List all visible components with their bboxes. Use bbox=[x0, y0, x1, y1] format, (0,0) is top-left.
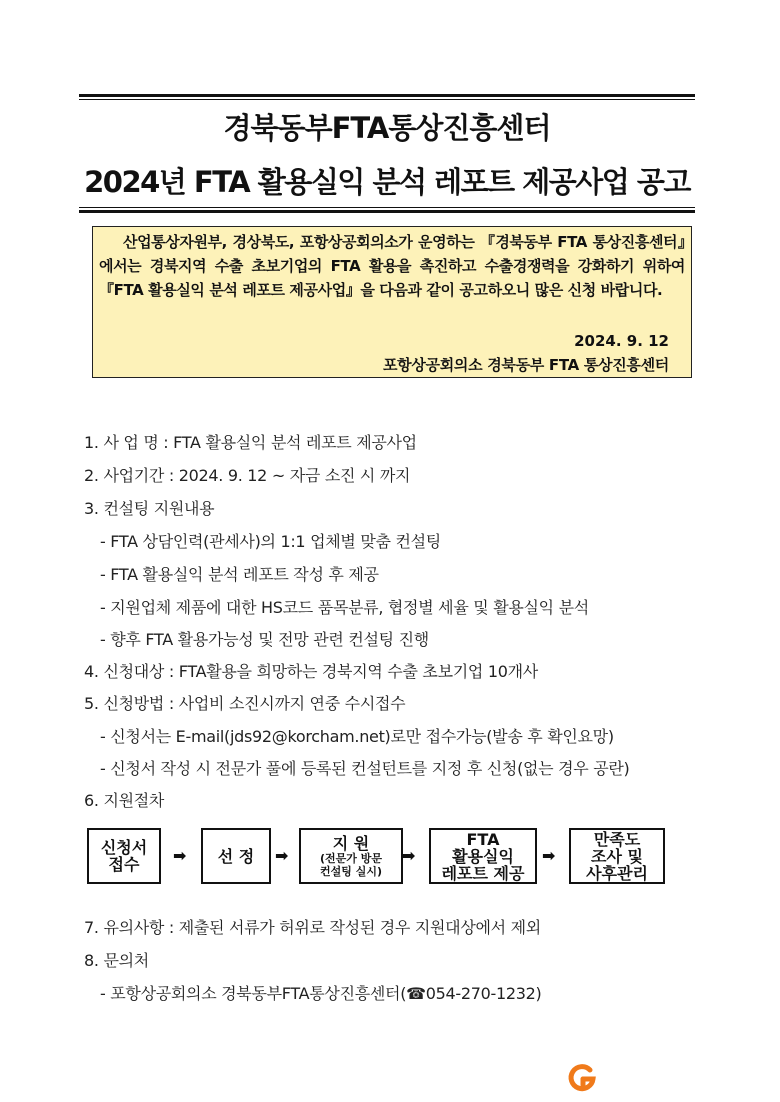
item-business-name: 1. 사 업 명 : FTA 활용실익 분석 레포트 제공사업 bbox=[84, 433, 417, 452]
list-item: - 지원업체 제품에 대한 HS코드 품목분류, 협정별 세율 및 활용실익 분석 bbox=[100, 598, 589, 617]
step-apply-line1: 신청서 bbox=[100, 838, 148, 857]
list-item: - 신청서는 E-mail(jds92@korcham.net)로만 접수가능(발송 후 확인요망) bbox=[100, 727, 614, 746]
bottom-rule-thin bbox=[79, 207, 695, 208]
item-application-method: 5. 신청방법 : 사업비 소진시까지 연중 수시접수 bbox=[84, 694, 406, 713]
list-item: - FTA 상담인력(관세사)의 1:1 업체별 맞춤 컨설팅 bbox=[100, 532, 441, 551]
top-rule-thick bbox=[79, 94, 695, 97]
step-report-line3: 레포트 제공 bbox=[441, 863, 525, 883]
contact-detail: - 포항상공회의소 경북동부FTA통상진흥센터(☎054-270-1232) bbox=[100, 984, 542, 1003]
procedure-flow bbox=[87, 826, 667, 886]
step-support-detail-line1: (전문가 방문 bbox=[320, 851, 382, 865]
step-report bbox=[429, 828, 537, 884]
list-item: - 향후 FTA 활용가능성 및 전망 관련 컨설팅 진행 bbox=[100, 630, 429, 649]
step-survey-line3: 사후관리 bbox=[586, 863, 648, 883]
notice-box bbox=[92, 226, 692, 378]
item-precautions: 7. 유의사항 : 제출된 서류가 허위로 작성된 경우 지원대상에서 제외 bbox=[84, 918, 541, 937]
arrow-icon: ➡ bbox=[542, 846, 556, 865]
step-support-detail-line2: 컨설팅 실시) bbox=[320, 864, 382, 878]
item-business-period: 2. 사업기간 : 2024. 9. 12 ~ 자금 소진 시 까지 bbox=[84, 466, 411, 485]
step-survey-line1: 만족도 bbox=[593, 829, 641, 849]
step-support-label: 지 원 bbox=[332, 833, 370, 853]
step-apply-line2: 접수 bbox=[108, 855, 140, 874]
page-subtitle: 2024년 FTA 활용실익 분석 레포트 제공사업 공고 bbox=[84, 165, 690, 199]
step-report-line2: 활용실익 bbox=[452, 846, 514, 866]
arrow-icon: ➡ bbox=[173, 846, 187, 865]
page-title: 경북동부FTA통상진흥센터 bbox=[223, 111, 551, 145]
step-survey bbox=[569, 828, 665, 884]
step-report-line1: FTA bbox=[466, 829, 500, 849]
step-selection-label: 선 정 bbox=[217, 846, 255, 866]
step-selection bbox=[201, 828, 271, 884]
list-item: - FTA 활용실익 분석 레포트 작성 후 제공 bbox=[100, 565, 379, 584]
g-logo-icon bbox=[567, 1063, 597, 1093]
notice-date: 2024. 9. 12 bbox=[574, 332, 669, 350]
notice-paragraph: 산업통상자원부, 경상북도, 포항상공회의소가 운영하는 『경북동부 FTA 통상진흥센터』에서는 경북지역 수출 초보기업의 FTA 활용을 촉진하고 수출경쟁력을 강화하기 위하여『FTA 활용실익 분석 레포트 제공사업』을 다음과 같이 공고하오니 많은 신청 바랍니다. bbox=[99, 233, 685, 299]
list-item: - 신청서 작성 시 전문가 풀에 등록된 컨설턴트를 지정 후 신청(없는 경우 공란) bbox=[100, 759, 630, 778]
arrow-icon: ➡ bbox=[275, 846, 289, 865]
notice-organization: 포항상공회의소 경북동부 FTA 통상진흥센터 bbox=[382, 356, 669, 374]
step-support bbox=[299, 828, 403, 884]
arrow-icon: ➡ bbox=[402, 846, 416, 865]
item-consulting-support: 3. 컨설팅 지원내용 bbox=[84, 499, 215, 518]
step-apply bbox=[87, 828, 161, 884]
item-target: 4. 신청대상 : FTA활용을 희망하는 경북지역 수출 초보기업 10개사 bbox=[84, 662, 538, 681]
step-survey-line2: 조사 및 bbox=[591, 846, 643, 866]
top-rule-thin bbox=[79, 99, 695, 100]
item-contact: 8. 문의처 bbox=[84, 951, 149, 970]
bottom-rule-thick bbox=[79, 210, 695, 213]
item-procedure: 6. 지원절차 bbox=[84, 791, 165, 810]
